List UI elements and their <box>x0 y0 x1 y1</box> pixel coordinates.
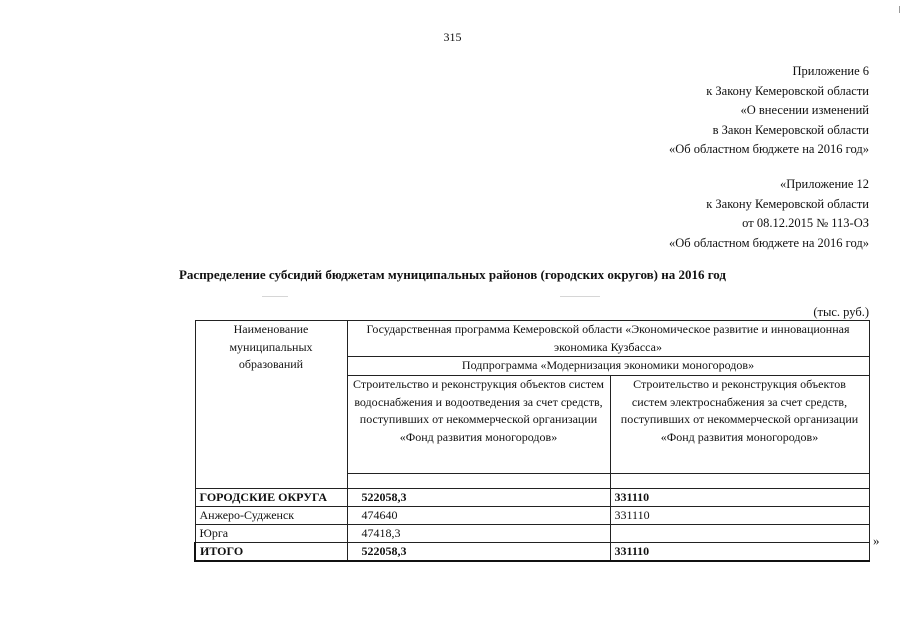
municipality-name: ГОРОДСКИЕ ОКРУГА <box>195 489 347 507</box>
appendix-12-line: к Закону Кемеровской области <box>706 196 869 211</box>
power-supply-value <box>610 525 869 543</box>
subsidy-table <box>194 320 870 562</box>
power-supply-value: 331110 <box>610 489 869 507</box>
appendix-6-line: к Закону Кемеровской области <box>706 83 869 98</box>
table-row <box>195 525 869 543</box>
appendix-6-line: в Закон Кемеровской области <box>712 122 869 137</box>
power-supply-value: 331110 <box>610 507 869 525</box>
power-supply-column-header: Строительство и реконструкция объектов систем электроснабжения за счет средств, поступивших от некоммерческой организации «Фонд развития моногородов» <box>610 376 869 474</box>
appendix-12-line: «Об областном бюджете на 2016 год» <box>669 235 869 250</box>
appendix-6-line: «Об областном бюджете на 2016 год» <box>669 142 869 156</box>
table-row <box>195 507 869 525</box>
appendix-12-block <box>669 175 869 253</box>
municipality-name: Юрга <box>195 525 347 543</box>
scan-artifact-line <box>560 296 600 297</box>
units-label: (тыс. руб.) <box>813 305 869 319</box>
table-header-row <box>195 321 869 357</box>
subprogram-header: Подпрограмма «Модернизация экономики моногородов» <box>347 357 869 376</box>
water-supply-value: 522058,3 <box>347 543 610 562</box>
water-supply-column-header: Строительство и реконструкция объектов систем водоснабжения и водоотведения за счет средств, поступивших от некоммерческой организации «Фонд развития моногородов» <box>347 376 610 474</box>
table-row <box>195 489 869 507</box>
water-supply-value: 522058,3 <box>347 489 610 507</box>
water-supply-value: 47418,3 <box>347 525 610 543</box>
page-edge-mark <box>899 6 900 13</box>
appendix-6-line: «О внесении изменений <box>740 103 869 117</box>
table-total-row <box>195 543 869 562</box>
appendix-6-line: Приложение 6 <box>792 64 869 78</box>
program-header: Государственная программа Кемеровской области «Экономическое развитие и инновационная экономика Кузбасса» <box>347 321 869 357</box>
scan-artifact-line <box>262 296 288 297</box>
municipality-name: ИТОГО <box>195 543 347 562</box>
document-title: Распределение субсидий бюджетам муниципальных районов (городских округов) на 2016 год <box>178 267 727 282</box>
appendix-12-line: «Приложение 12 <box>780 177 869 191</box>
municipality-name: Анжеро-Судженск <box>195 507 347 525</box>
spacer-cell <box>610 474 869 489</box>
page-number: 315 <box>443 30 462 44</box>
municipality-column-header: Наименование муниципальных образований <box>195 321 347 489</box>
power-supply-value: 331110 <box>610 543 869 562</box>
spacer-cell <box>347 474 610 489</box>
closing-quote: » <box>873 533 880 548</box>
water-supply-value: 474640 <box>347 507 610 525</box>
appendix-12-line: от 08.12.2015 № 113-ОЗ <box>742 216 869 230</box>
appendix-6-block <box>669 62 869 160</box>
